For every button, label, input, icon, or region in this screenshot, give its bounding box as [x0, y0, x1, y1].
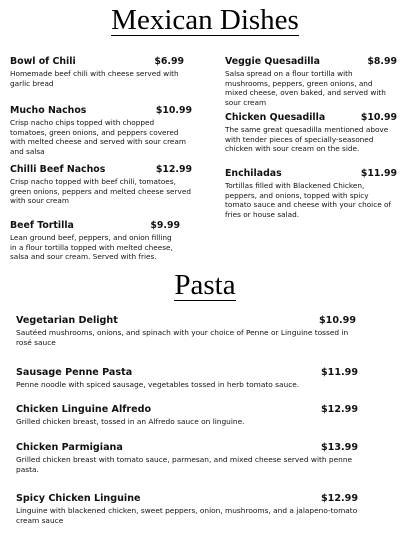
pasta-title-text: Pasta — [174, 269, 236, 301]
pasta-title — [0, 268, 410, 302]
item-name: Chicken Linguine Alfredo — [16, 404, 152, 415]
item-name: Chicken Quesadilla — [225, 112, 326, 123]
item-name: Chilli Beef Nachos — [10, 164, 106, 175]
item-price: $11.99 — [360, 168, 397, 179]
menu-item-veggie-quesadilla — [225, 56, 397, 107]
item-description: Salsa spread on a flour tortilla with mushrooms, peppers, green onions, and mixed cheese, oven baked, and served with sour cream — [225, 69, 386, 107]
menu-item-chicken-parmigiana — [16, 442, 358, 475]
item-price: $12.99 — [320, 493, 358, 504]
item-name: Veggie Quesadilla — [225, 56, 320, 67]
item-price: $12.99 — [155, 164, 192, 175]
item-name: Beef Tortilla — [10, 220, 74, 231]
item-description: Crisp nacho chips topped with chopped tomatoes, green onions, and peppers covered with melted cheese and served with sour cream and salsa — [10, 118, 186, 156]
item-name: Bowl of Chili — [10, 56, 76, 67]
item-price: $13.99 — [320, 442, 358, 453]
item-price: $9.99 — [150, 220, 180, 231]
item-description: Grilled chicken breast, tossed in an Alfredo sauce on linguine. — [16, 417, 245, 426]
item-description: Lean ground beef, peppers, and onion filling in a flour tortilla topped with melted cheese, salsa and sour cream. Served with fries. — [10, 233, 173, 262]
mexican-dishes-title-text: Mexican Dishes — [111, 4, 299, 36]
item-price: $10.99 — [318, 315, 356, 326]
menu-item-mucho-nachos — [10, 105, 192, 156]
item-name: Vegetarian Delight — [16, 315, 118, 326]
item-description: Homemade beef chili with cheese served with garlic bread — [10, 69, 179, 88]
mexican-dishes-title — [0, 3, 410, 37]
item-description: Linguine with blackened chicken, sweet peppers, onion, mushrooms, and a jalapeno-tomato cream sauce — [16, 506, 358, 525]
item-name: Sausage Penne Pasta — [16, 367, 133, 378]
item-description: Grilled chicken breast with tomato sauce, parmesan, and mixed cheese served with penne pasta. — [16, 455, 353, 474]
menu-item-spicy-chicken-linguine — [16, 493, 358, 526]
menu-item-chicken-quesadilla — [225, 112, 397, 154]
item-name: Enchiladas — [225, 168, 282, 179]
item-price: $10.99 — [155, 105, 192, 116]
item-price: $12.99 — [320, 404, 358, 415]
menu-item-bowl-of-chili — [10, 56, 192, 88]
item-price: $6.99 — [154, 56, 184, 67]
item-name: Chicken Parmigiana — [16, 442, 123, 453]
item-name: Spicy Chicken Linguine — [16, 493, 141, 504]
menu-item-enchiladas — [225, 168, 397, 219]
item-price: $11.99 — [320, 367, 358, 378]
item-name: Mucho Nachos — [10, 105, 87, 116]
menu-item-chilli-beef-nachos — [10, 164, 192, 206]
item-description: Tortillas filled with Blackened Chicken, peppers, and onions, topped with spicy tomato sauce and cheese with your choice of fries or house salad. — [225, 181, 392, 219]
menu-item-chicken-linguine-alfredo — [16, 404, 358, 427]
item-description: Sautéed mushrooms, onions, and spinach with your choice of Penne or Linguine tossed in rosé sauce — [16, 328, 349, 347]
menu-item-beef-tortilla — [10, 220, 180, 262]
item-price: $10.99 — [360, 112, 397, 123]
item-description: Crisp nacho topped with beef chili, tomatoes, green onions, peppers and melted cheese served with sour cream — [10, 177, 191, 206]
item-description: The same great quesadilla mentioned above with tender pieces of specially-seasoned chicken with sour cream on the side. — [225, 125, 389, 154]
item-price: $8.99 — [367, 56, 397, 67]
menu-item-sausage-penne-pasta — [16, 367, 358, 390]
item-description: Penne noodle with spiced sausage, vegetables tossed in herb tomato sauce. — [16, 380, 300, 389]
menu-item-vegetarian-delight — [16, 315, 356, 348]
